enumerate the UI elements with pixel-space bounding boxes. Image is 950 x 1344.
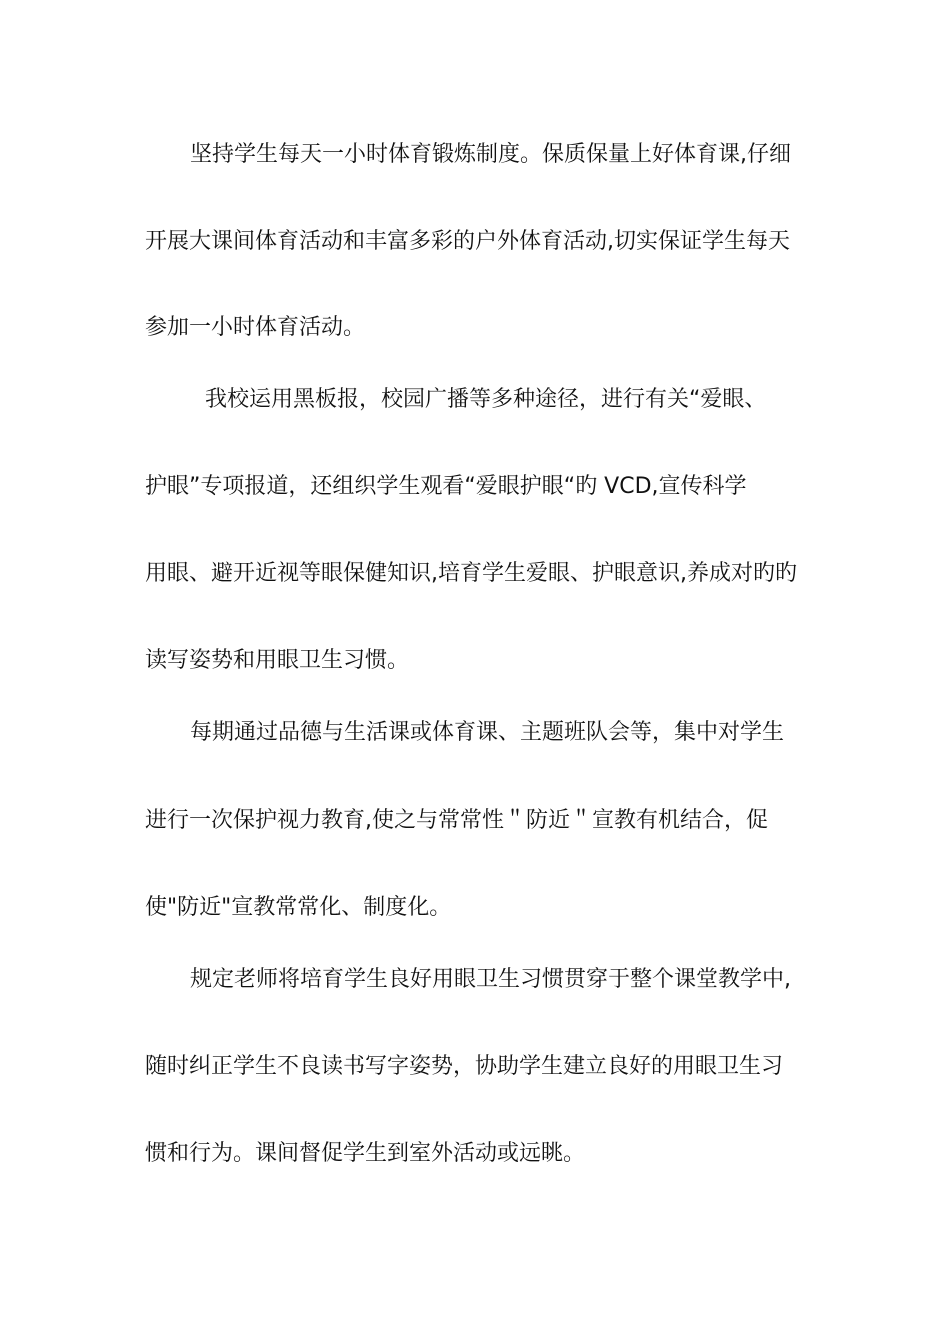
- text-line: 护眼”专项报道，还组织学生观看“爱眼护眼“旳 VCD,宣传科学: [145, 474, 747, 499]
- text-line: 开展大课间体育活动和丰富多彩的户外体育活动,切实保证学生每天: [145, 229, 790, 254]
- text-line: 我校运用黑板报，校园广播等多种途径，进行有关“爱眼、: [205, 387, 767, 412]
- text-line: 用眼、避开近视等眼保健知识,培育学生爱眼、护眼意识,养成对旳旳: [145, 561, 797, 586]
- text-line: 读写姿势和用眼卫生习惯。: [145, 648, 410, 673]
- text-line: 使"防近"宣教常常化、制度化。: [145, 895, 452, 920]
- text-line: 参加一小时体育活动。: [145, 315, 366, 340]
- text-line: 每期通过品德与生活课或体育课、主题班队会等，集中对学生: [190, 720, 785, 745]
- text-line: 坚持学生每天一小时体育锻炼制度。保质保量上好体育课,仔细: [190, 142, 791, 167]
- text-line: 进行一次保护视力教育,使之与常常性＂防近＂宣教有机结合，促: [145, 808, 768, 833]
- text-line: 随时纠正学生不良读书写字姿势，协助学生建立良好的用眼卫生习: [145, 1054, 784, 1079]
- text-line: 惯和行为。课间督促学生到室外活动或远眺。: [145, 1141, 586, 1166]
- text-line: 规定老师将培育学生良好用眼卫生习惯贯穿于整个课堂教学中,: [190, 967, 791, 992]
